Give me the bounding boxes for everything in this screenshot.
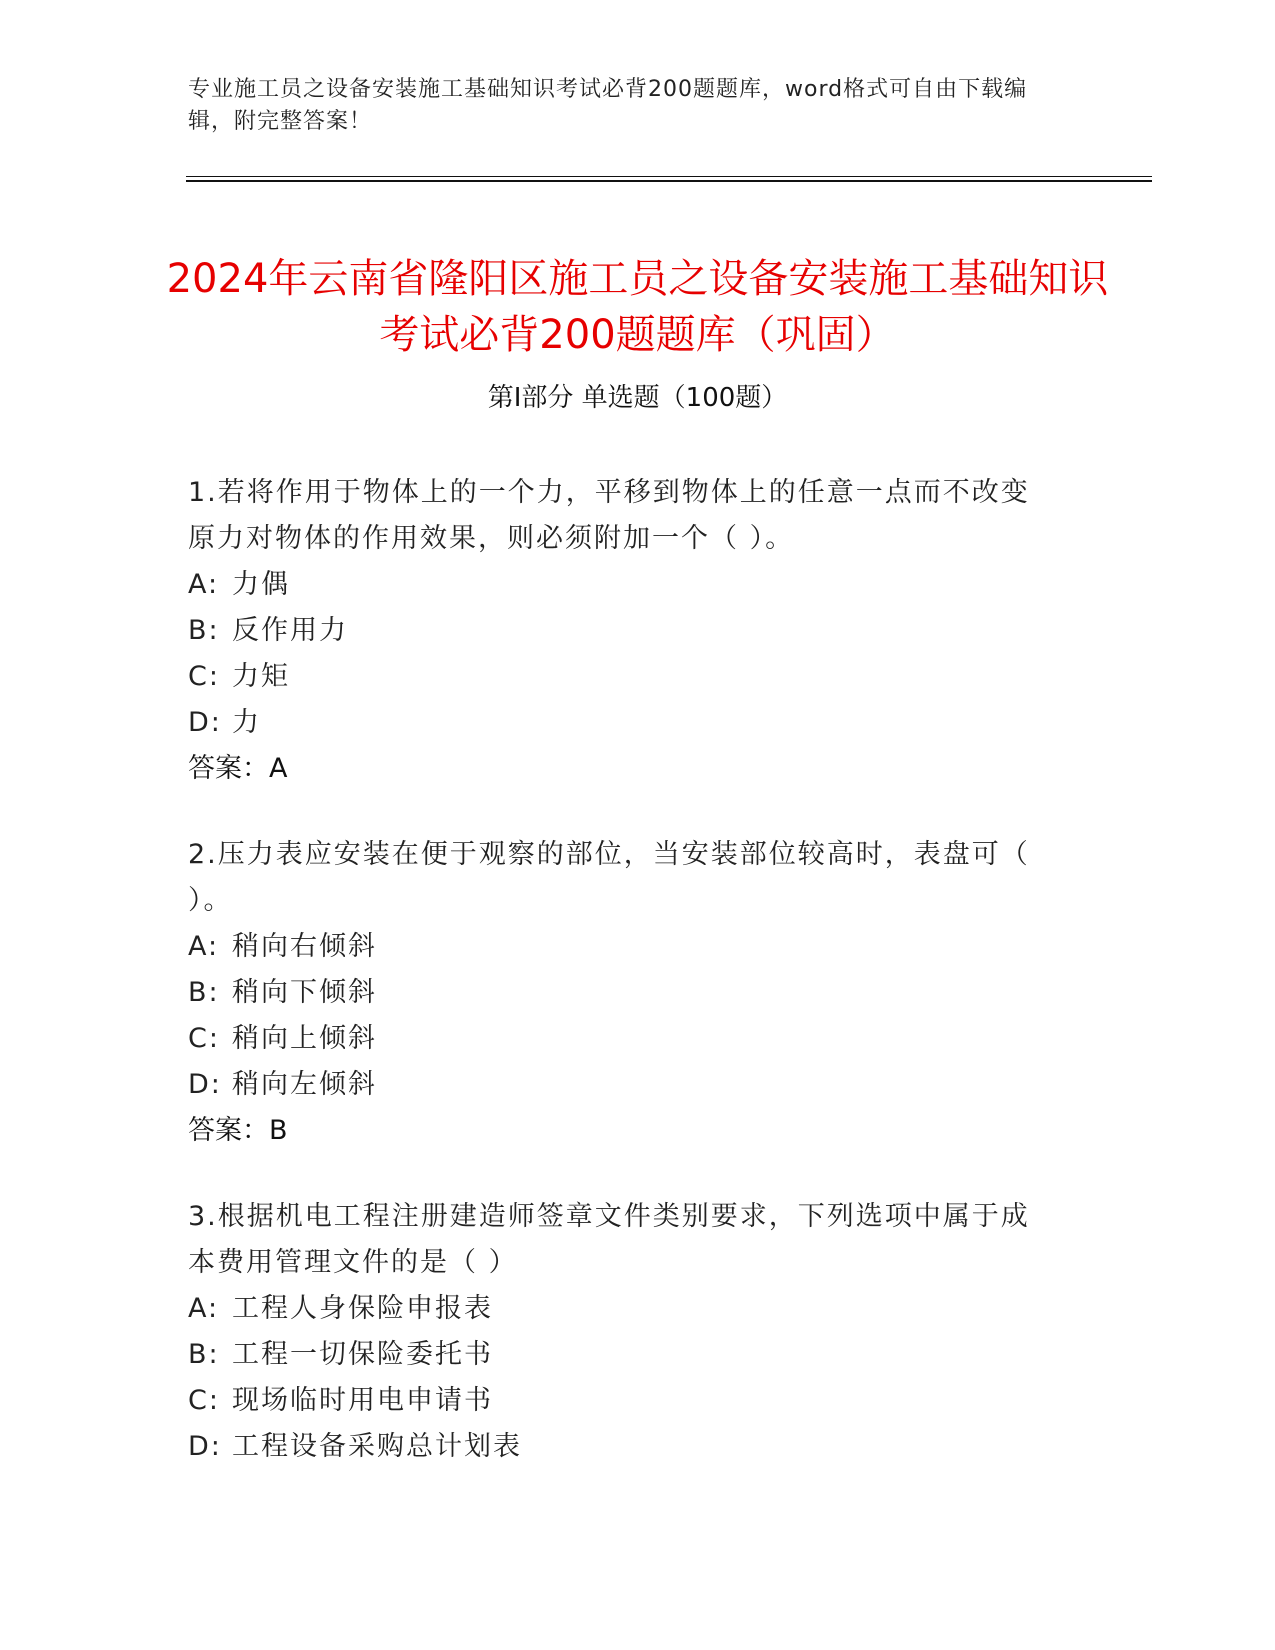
option-text: 力矩	[232, 661, 290, 692]
question-3	[188, 1194, 1058, 1470]
option-text: 力	[232, 707, 261, 738]
question-2	[188, 832, 1058, 1154]
question-stem: 1.若将作用于物体上的一个力，平移到物体上的任意一点而不改变原力对物体的作用效果，则必须附加一个（ ）。	[188, 477, 1030, 554]
option-letter: A:	[188, 1293, 220, 1324]
option-text: 稍向左倾斜	[232, 1069, 377, 1100]
option-letter: B:	[188, 615, 220, 646]
option-letter: C:	[188, 1023, 220, 1054]
option-text: 稍向右倾斜	[232, 931, 377, 962]
option-letter: C:	[188, 661, 220, 692]
question-option	[188, 608, 1058, 654]
option-text: 反作用力	[232, 615, 348, 646]
answer-line: 答案：B	[188, 1115, 288, 1146]
option-text: 现场临时用电申请书	[232, 1385, 493, 1416]
question-option	[188, 1286, 1058, 1332]
section-heading: 第Ⅰ部分 单选题（100题）	[487, 383, 788, 413]
question-option	[188, 970, 1058, 1016]
header-rule-thin	[186, 176, 1152, 177]
option-text: 工程人身保险申报表	[232, 1293, 493, 1324]
question-option	[188, 1378, 1058, 1424]
question-option	[188, 654, 1058, 700]
option-text: 工程设备采购总计划表	[232, 1431, 522, 1462]
option-letter: C:	[188, 1385, 220, 1416]
option-letter: A:	[188, 931, 220, 962]
option-text: 力偶	[232, 569, 290, 600]
option-text: 工程一切保险委托书	[232, 1339, 493, 1370]
question-1	[188, 470, 1058, 792]
question-option	[188, 1424, 1058, 1470]
question-option	[188, 700, 1058, 746]
question-option	[188, 924, 1058, 970]
header-note: 专业施工员之设备安装施工基础知识考试必背200题题库，word格式可自由下载编辑，附完整答案！	[188, 77, 1028, 134]
option-letter: B:	[188, 1339, 220, 1370]
answer-line: 答案：A	[188, 753, 288, 784]
option-letter: D:	[188, 1431, 222, 1462]
option-letter: B:	[188, 977, 220, 1008]
question-list	[188, 470, 1058, 1510]
header-rule-thick	[186, 180, 1152, 182]
question-option	[188, 562, 1058, 608]
option-text: 稍向下倾斜	[232, 977, 377, 1008]
question-option	[188, 1332, 1058, 1378]
option-letter: A:	[188, 569, 220, 600]
option-text: 稍向上倾斜	[232, 1023, 377, 1054]
option-letter: D:	[188, 707, 222, 738]
option-letter: D:	[188, 1069, 222, 1100]
question-stem: 3.根据机电工程注册建造师签章文件类别要求，下列选项中属于成本费用管理文件的是（ ）	[188, 1201, 1030, 1278]
document-title: 2024年云南省隆阳区施工员之设备安装施工基础知识考试必背200题题库（巩固）	[166, 255, 1109, 358]
question-option	[188, 1062, 1058, 1108]
question-stem: 2.压力表应安装在便于观察的部位，当安装部位较高时，表盘可（ ）。	[188, 839, 1030, 916]
question-option	[188, 1016, 1058, 1062]
